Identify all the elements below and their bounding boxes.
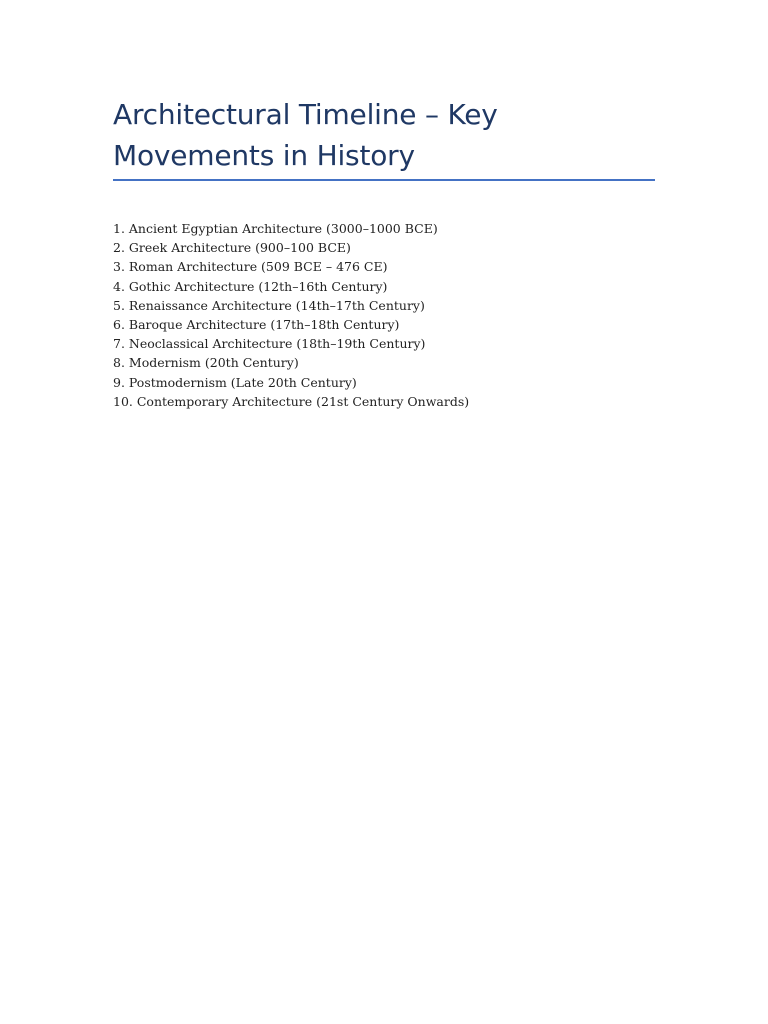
page-title-line-2: Movements in History (113, 139, 415, 172)
list-item: 9. Postmodernism (Late 20th Century) (113, 374, 357, 390)
list-item: 7. Neoclassical Architecture (18th–19th Century) (113, 336, 426, 352)
page-title (113, 94, 655, 176)
list-item: 1. Ancient Egyptian Architecture (3000–1000 BCE) (113, 221, 438, 236)
list-item: 2. Greek Architecture (900–100 BCE) (113, 240, 351, 256)
list-item: 5. Renaissance Architecture (14th–17th Century) (113, 297, 425, 313)
list-item: 3. Roman Architecture (509 BCE – 476 CE) (113, 259, 388, 275)
title-block (113, 94, 655, 181)
timeline-list (113, 219, 469, 411)
page-title-line-1: Architectural Timeline – Key (113, 98, 498, 131)
list-item: 8. Modernism (20th Century) (113, 355, 299, 371)
list-item: 6. Baroque Architecture (17th–18th Century) (113, 317, 400, 333)
title-underline-divider (113, 179, 655, 181)
list-item: 10. Contemporary Architecture (21st Century Onwards) (113, 393, 470, 409)
list-item: 4. Gothic Architecture (12th–16th Century) (113, 278, 388, 294)
